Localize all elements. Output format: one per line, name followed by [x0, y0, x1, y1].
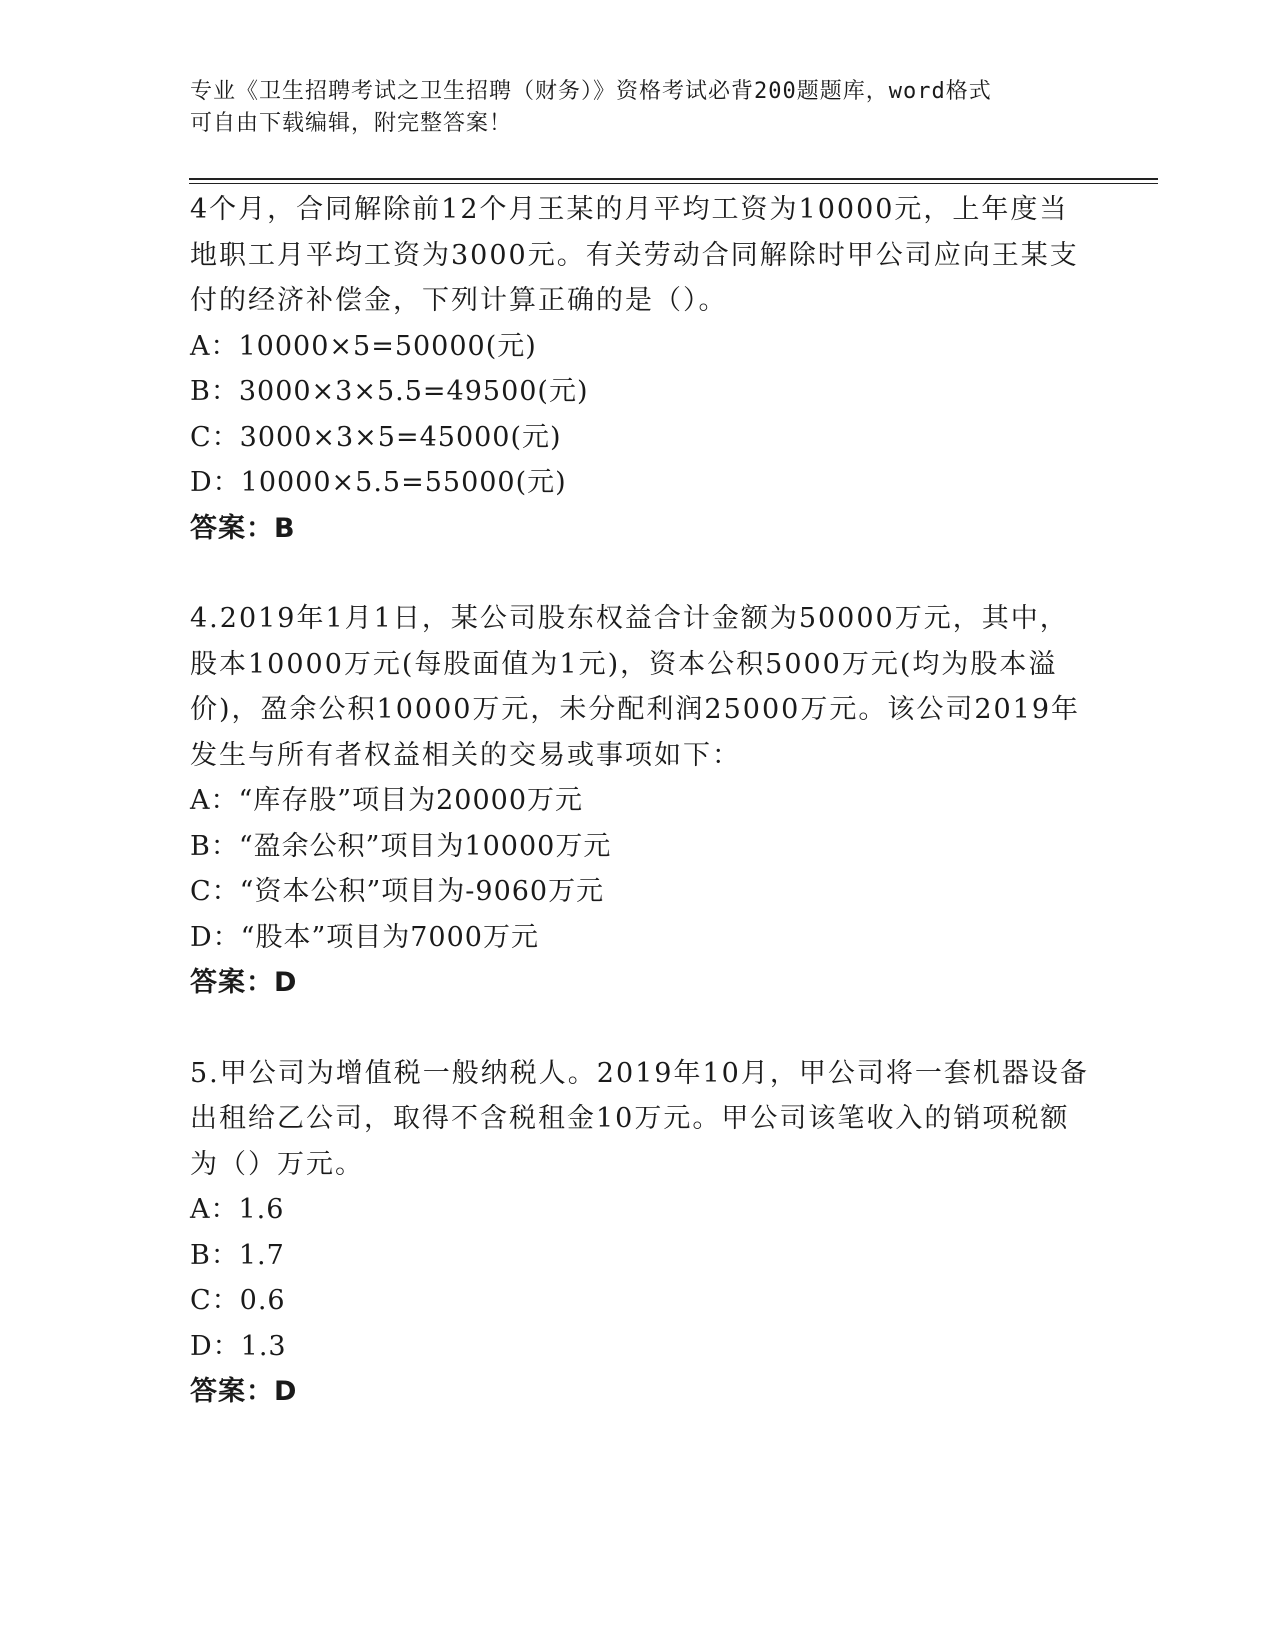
question-text-line: 发生与所有者权益相关的交易或事项如下：	[190, 739, 741, 771]
question-text-line: 为（）万元。	[190, 1148, 364, 1180]
header-title-line-1: 专业《卫生招聘考试之卫生招聘（财务）》资格考试必背200题题库，word格式	[190, 79, 992, 104]
option-a: A：1.6	[190, 1194, 285, 1225]
option-a: A：10000×5=50000(元)	[190, 330, 537, 362]
option-c: C：0.6	[190, 1285, 286, 1316]
answer-label: 答案：B	[190, 512, 296, 544]
answer-label: 答案：D	[190, 1376, 298, 1407]
question-block	[190, 1051, 1090, 1415]
option-d: D：10000×5.5=55000(元)	[190, 467, 567, 498]
question-text-line: 4.2019年1月1日，某公司股东权益合计金额为50000万元，其中，	[190, 603, 1069, 634]
question-block	[190, 596, 1090, 1006]
question-list	[190, 187, 1090, 1415]
option-b: B：1.7	[190, 1239, 285, 1271]
option-a: A：“库存股”项目为20000万元	[190, 785, 583, 816]
question-spacer	[190, 551, 1090, 596]
header-title-line-2: 可自由下载编辑，附完整答案！	[190, 111, 513, 136]
question-text-line: 地职工月平均工资为3000元。有关劳动合同解除时甲公司应向王某支	[190, 239, 1079, 271]
question-block	[190, 187, 1090, 551]
option-b: B：“盈余公积”项目为10000万元	[190, 830, 612, 862]
option-d: D：“股本”项目为7000万元	[190, 921, 539, 953]
option-c: C：“资本公积”项目为-9060万元	[190, 876, 605, 907]
question-text-line: 股本10000万元(每股面值为1元)，资本公积5000万元(均为股本溢	[190, 648, 1058, 680]
question-text-line: 4个月，合同解除前12个月王某的月平均工资为10000元，上年度当	[190, 194, 1069, 225]
option-d: D：1.3	[190, 1330, 287, 1362]
question-text-line: 付的经济补偿金，下列计算正确的是（）。	[190, 285, 728, 316]
header-divider-thick	[189, 178, 1158, 180]
header-divider-thin	[189, 183, 1158, 184]
option-c: C：3000×3×5=45000(元)	[190, 421, 562, 453]
option-b: B：3000×3×5.5=49500(元)	[190, 376, 589, 407]
question-text-line: 出租给乙公司，取得不含税租金10万元。甲公司该笔收入的销项税额	[190, 1103, 1070, 1134]
document-header	[190, 76, 1070, 140]
question-spacer	[190, 1006, 1090, 1051]
question-text-line: 5.甲公司为增值税一般纳税人。2019年10月，甲公司将一套机器设备	[190, 1057, 1089, 1089]
question-text-line: 价)，盈余公积10000万元，未分配利润25000万元。该公司2019年	[190, 694, 1081, 725]
answer-label: 答案：D	[190, 967, 298, 998]
